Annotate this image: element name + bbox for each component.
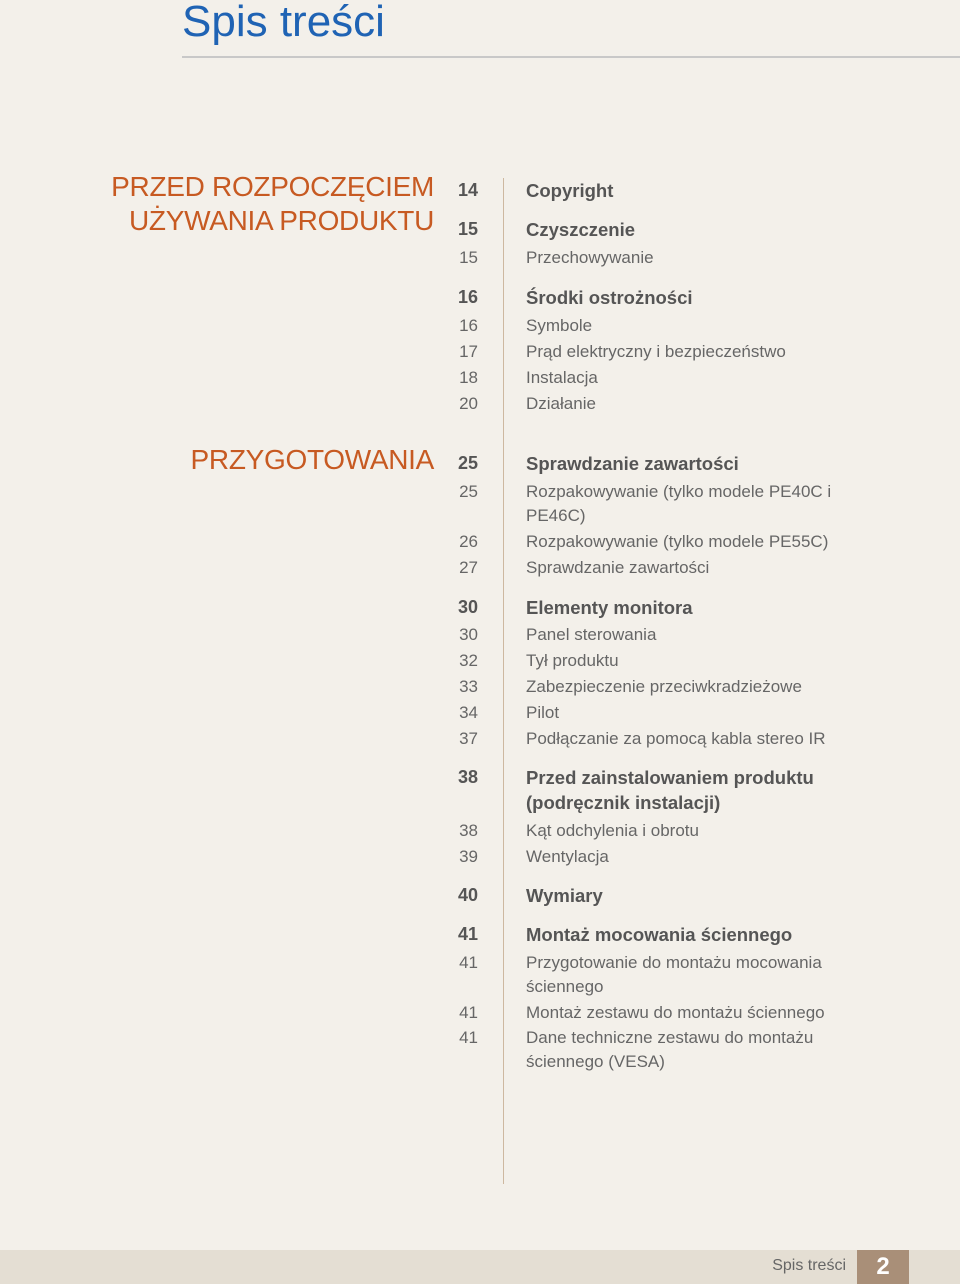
toc-divider-line bbox=[503, 178, 504, 1184]
toc-page-number: 16 bbox=[457, 287, 478, 307]
toc-page-number: 38 bbox=[459, 821, 478, 840]
toc-entry-title: Symbole bbox=[526, 316, 593, 335]
title-divider bbox=[182, 56, 960, 58]
toc-page-number: 33 bbox=[459, 677, 478, 696]
toc-page-number: 15 bbox=[459, 248, 478, 267]
toc-entry-title: Tył produktu bbox=[526, 651, 619, 670]
toc-entry-title: Wentylacja bbox=[526, 847, 609, 866]
toc-page-number: 30 bbox=[457, 597, 478, 617]
toc-page-number: 41 bbox=[457, 924, 478, 944]
toc-page-number: 40 bbox=[457, 885, 478, 905]
section-heading-line: UŻYWANIA PRODUKTU bbox=[129, 205, 434, 236]
toc-entry-title: Rozpakowywanie (tylko modele PE55C) bbox=[526, 532, 829, 551]
section-heading-line: PRZYGOTOWANIA bbox=[190, 444, 434, 475]
toc-page-number: 41 bbox=[459, 1028, 478, 1047]
footer-section-label: Spis treści bbox=[772, 1257, 846, 1274]
toc-entry-title: Montaż mocowania ściennego bbox=[526, 924, 793, 945]
toc-entry-title: Kąt odchylenia i obrotu bbox=[526, 821, 699, 840]
toc-page-number: 18 bbox=[459, 368, 478, 387]
toc-entry-title: Rozpakowywanie (tylko modele PE40C i PE46C) bbox=[526, 482, 832, 525]
toc-entry-title: Wymiary bbox=[526, 885, 603, 906]
toc-entry-title: Panel sterowania bbox=[526, 625, 657, 644]
footer-page-number: 2 bbox=[857, 1250, 909, 1284]
toc-entry-title: Elementy monitora bbox=[526, 597, 693, 618]
toc-entry-title: Prąd elektryczny i bezpieczeństwo bbox=[526, 342, 786, 361]
toc-page-number: 38 bbox=[457, 767, 478, 787]
toc-entry-title: Dane techniczne zestawu do montażu ściennego (VESA) bbox=[526, 1028, 814, 1071]
toc-page-number: 37 bbox=[459, 729, 478, 748]
toc-page-number: 20 bbox=[459, 394, 478, 413]
toc-entry-title: Przed zainstalowaniem produktu (podręcznik instalacji) bbox=[526, 767, 814, 813]
toc-page-number: 25 bbox=[459, 482, 478, 501]
toc-entry-title: Montaż zestawu do montażu ściennego bbox=[526, 1003, 825, 1022]
toc-page-number: 30 bbox=[459, 625, 478, 644]
toc-entry-title: Czyszczenie bbox=[526, 219, 635, 240]
toc-entry-title: Zabezpieczenie przeciwkradzieżowe bbox=[526, 677, 802, 696]
toc-entry-title: Sprawdzanie zawartości bbox=[526, 558, 710, 577]
toc-page-number: 32 bbox=[459, 651, 478, 670]
toc-entry-title: Przygotowanie do montażu mocowania ściennego bbox=[526, 953, 822, 996]
toc-entry-title: Instalacja bbox=[526, 368, 598, 387]
toc-page-number: 27 bbox=[459, 558, 478, 577]
toc-page-number: 41 bbox=[459, 1003, 478, 1022]
section-heading-before-use bbox=[111, 170, 434, 238]
toc-page-number: 41 bbox=[459, 953, 478, 972]
toc-entry-title: Pilot bbox=[526, 703, 560, 722]
toc-page-number: 17 bbox=[459, 342, 478, 361]
page-title: Spis treści bbox=[182, 0, 385, 46]
section-heading-preparation bbox=[191, 443, 434, 477]
toc-page-number: 15 bbox=[457, 219, 478, 239]
toc-page-number: 14 bbox=[457, 180, 478, 200]
toc-entry-title: Copyright bbox=[526, 180, 614, 201]
toc-entry-title: Działanie bbox=[526, 394, 596, 413]
toc-entry-title: Podłączanie za pomocą kabla stereo IR bbox=[526, 729, 826, 748]
toc-entry-title: Przechowywanie bbox=[526, 248, 654, 267]
toc-page-number: 34 bbox=[459, 703, 478, 722]
toc-page-number: 25 bbox=[457, 453, 478, 473]
section-heading-line: PRZED ROZPOCZĘCIEM bbox=[111, 171, 434, 202]
toc-page-number: 16 bbox=[459, 316, 478, 335]
toc-page-number: 26 bbox=[459, 532, 478, 551]
toc-entry-title: Sprawdzanie zawartości bbox=[526, 453, 739, 474]
toc-page-number: 39 bbox=[459, 847, 478, 866]
toc-entry-title: Środki ostrożności bbox=[526, 287, 693, 308]
